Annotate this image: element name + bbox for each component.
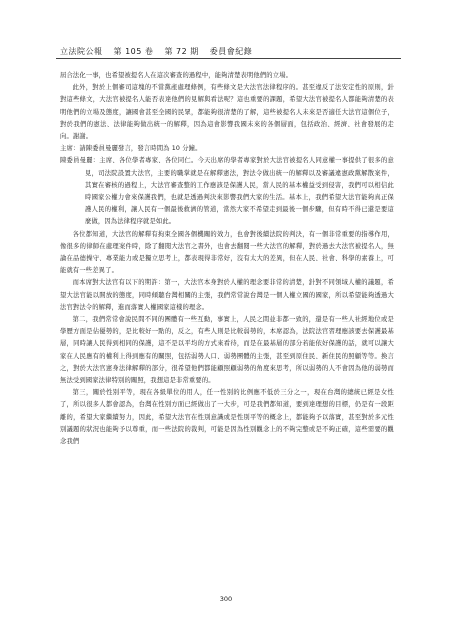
document-body <box>60 70 394 448</box>
paragraph-continuation: 屆合法化一事，也希望被提名人在這次審查的過程中，能夠清楚表明他們的立場。 <box>60 72 293 79</box>
speaker-statement: 陳委員曼麗：主席、各位學者專家、各位同仁。今天出席的學者專家對於大法官被提名人同意權一事提供了很多的意見，司法院設置大法官，主要的職掌就是在解釋憲法，對法令做出統一的解釋以及審議違憲政黨解散案件，其實在審核的過程上，大法官審查整的工作應該是保護人民，當人民的基本權益受到侵害，我們可以相信此時國家公權力會來保護我們，也就是透過判決來影響我們大家的生活。基本上，我們希望大法官能夠真正保護人民的權利，讓人民有一個最後救濟的管道，當然大家不希望走到最後一個步驟，但有時不得已還是要這麼做，因為法律程序就是如此。 <box>60 157 394 226</box>
header-divider <box>56 58 401 59</box>
paragraph: 第三，關於性別平等，現在各級單位的用人，任一性別的比例應不低於三分之一，現在台灣的總統已經是女性了，所以很多人都會認為，台灣在性別方面已經做出了一大步，可是我們都知道，要到達理想的目標，仍是有一段距離的，希望大家繼續努力，因此，希望大法官在性別意識或是性別平等的概念上，都能夠予以落實，甚至對於多元性別議題的狀況也能夠予以尊重，而一些法院的裁判，可能是因為性別觀念上的不夠完整或是不夠正確，這些需要的觀念我們 <box>60 389 394 446</box>
page-number: 300 <box>219 595 233 603</box>
chair-statement: 主席：請陳委員曼麗發言，發言時間為 10 分鐘。 <box>60 145 202 153</box>
paragraph: 而本席對大法官有以下的期許：第一，大法官本身對於人權的理念要非常的清楚，針對不同領域人權的議題，希望大法官能以開放的態度，同時傾聽台灣相關的主張，我們常常說台灣是一個人權立國的國家，所以希望能夠透過大法官對法令的解釋，進而落實人權國家這樣的理念。 <box>60 279 394 311</box>
volume-number: 第 105 卷 <box>113 47 154 56</box>
page-header <box>60 46 400 57</box>
paragraph: 各位都知道，大法官的解釋有拘束全國各個機關的效力，也會對後續法院的判決，有一個非常重要的指導作用，像很多的律師在處理案件時，除了翻閱大法官之書外，也會去翻閱一些大法官的解釋，對於過去大法官被提名人，無論在品德操守、專業能力或是獨立思考上，都表現得非常好，沒有太大的差異，但在人民、社會、科學的素養上，可能就有一些差異了。 <box>60 230 394 275</box>
paragraph: 此外，對於上個審司這塊的不當黨產處理條例，有些條文是大法官法律程序的。甚至違反了法安定性的原則，針對這些條文，大法官被提名人能否表達他們的見解與看法呢？這也重要的課題，希望大法官被提名人都能夠清楚的表明他們的立場及態度，讓國會甚至全國的民眾，都能夠很清楚的了解，這些被提名人未來是否適任大法官這個位子，對於我們的憲法、法律能夠做出統一的解釋，因為這會影響我國未來的各個層面，包括政治、經濟、社會發展的走向。謝謝。 <box>60 84 394 141</box>
publication-name: 立法院公報 <box>60 47 103 56</box>
section-name: 委員會紀錄 <box>209 47 253 56</box>
issue-number: 第 72 期 <box>164 47 199 56</box>
paragraph: 第二，我們常常會說民間不同的團體有一些互動，事實上，人民之間並非都一致的，還是有一些人社經地位或是學歷方面是佔優勢的，是比較好一點的，反之，有些人則是比較弱勢的，本席認為，法院法官習理應該要去保護最基層，同時讓人民得到相同的保護，這不是以平均的方式來看待，而是在最基層的部分若能依好保護的話，就可以讓大家在人民應有的權利上得到應有的關照，包括弱勢人口、弱勢團體的主張，甚至到原住民、新住民的照顧等等。換言之，對於大法官憲身法律解釋的部分，很希望他們都能顧照顧弱勢的角度來思考，所以弱勢的人不會因為他的弱勢而無法受到國家法律特別的關照，我想這是非常重要的。 <box>60 316 394 385</box>
